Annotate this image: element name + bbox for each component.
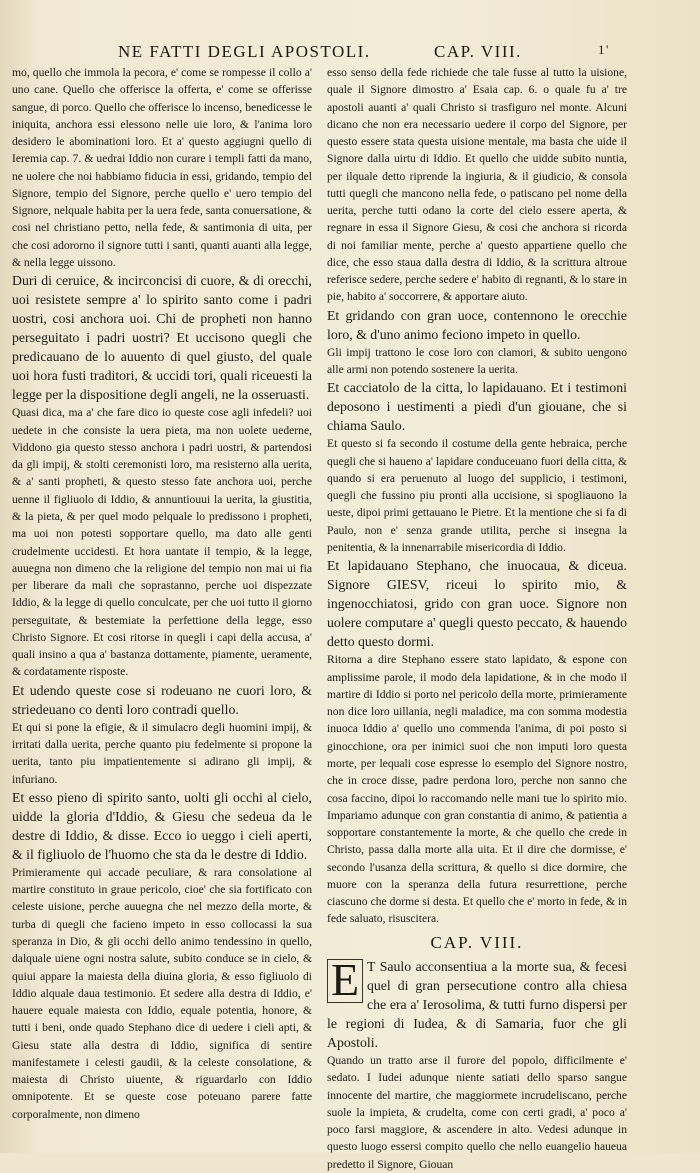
- right-column: [327, 64, 627, 1171]
- paragraph: Quando un tratto arse il furore del popolo, difficilmente e' sedato. I Iudei adunque niente satiati dello sparso sangue innocente del martire, che maggiormete incrudeliscano, perche suole la impieta, & crudelta, come con certi gradi, a' poco a' poco farsi maggiore, & ascendere in alto. Vedesi adunque in questo luogo essersi compito quello che nello euangelio haueua predetto il Signore, Giouan: [327, 1054, 627, 1171]
- chapter-heading: CAP. VIII.: [430, 932, 524, 952]
- scripture-verse: Et esso pieno di spirito santo, uolti gli occhi al cielo, uidde la gloria d'Iddio, & Giesu che sedeua da le destre di Iddio, & disse. Ecco io ueggo i cieli aperti, & il figliuolo de l'huomo che sta da le destre di Iddio.: [12, 789, 312, 862]
- scripture-verse: T Saulo acconsentiua a la morte sua, & fecesi quel di gran persecutione contro alla chiesa che era a' Ierosolima, & tutti furno dispersi per le regioni di Iudea, & di Samaria, fuor che gli Apostoli.: [327, 959, 627, 1051]
- paragraph: mo, quello che immola la pecora, e' come se rompesse il collo a' uno cane. Quello che offerisce la offerta, e' come se offerisse sangue, di porco. Quello che offerisce lo incenso, benedicesse le iniquita, anchora essi elessono nelle uie loro, & l'anima loro desidero le abominationi loro. Et a' questo aggiugni quello di Ieremia cap. 7. & uedrai Iddio non curare i templi fatti da mano, ne uolere che noi habbiamo fiducia in essi, gridando, tempio del Signore, tempio del Signore, perche quello e' uero tempio del Signore, nelquale habita per la uera fede, santa conuersatione, & cosi nel christiano petto, nella fede, & santimonia di uita, per che cosi adororno il signore tutti i santi, quanti auanti alla legge, & nella legge uissono.: [12, 66, 312, 269]
- folio-number: 1': [598, 42, 610, 57]
- left-column: [12, 64, 312, 1121]
- paragraph: Primieramente qui accade peculiare, & rara consolatione al martire constituto in graue pericolo, cioe' che sia fortificato con celeste uisione, perche auuegna che nel mezzo della morte, & turba di quegli che facieno impeto in esso collocassi la sua speranza in Dio, & gli occhi dello animo tendessino in quello, dalquale uiene ogni nostra salute, subito conduce se in cielo, & quiui appare la maiesta della diuina gloria, & esso figliuolo di Iddio alquale daua testimonio. Et sedere alla destra di Iddio, e' hauere equale maiesta con Iddio, equale potentia, honore, & tutti i beni, onde quado Stephano dice di uedere i cieli apti, & Giesu state alla destra di Iddio, significa di sentire manifestamete i celesti gaudii, & la celeste consolatione, & maiesta di Christo uiuente, & riguardarlo con Iddio omnipotente. Et se queste cose poteuano parere fatte corporalmente, non dimeno: [12, 865, 312, 1121]
- paragraph: Et qui si pone la efigie, & il simulacro degli huomini impij, & irritati dalla uerita, perche quanto piu fedelmente si propone la uerita, tanto piu impatientemente si adirano gli impij, & infuriano.: [12, 720, 312, 786]
- scripture-verse: Et lapidauano Stephano, che inuocaua, & diceua. Signore GIESV, riceui lo spirito mio, & ingenocchiatosi, grido con gran uoce. Signore non uolere computare a' quegli questo peccato, & hauendo detto questo dormi.: [327, 558, 627, 650]
- scripture-verse: Et udendo queste cose si rodeuano ne cuori loro, & striedeuano co denti loro contradi quello.: [12, 682, 312, 717]
- paragraph: Et questo si fa secondo il costume della gente hebraica, perche quegli che si haueno a' lapidare conduceuano fuori della citta, & quando si era peruenuto al luogo del supplicio, i testimoni, quegli che fussino piu pronti alla uccisione, si spogliauono la ueste, dipoi primi gettauano le Pietre. Et la mentione che si fa di Paulo, non e' senza grande utilita, perche si insegna la penitentia, & la innenarrabile misericordia di Iddio.: [327, 437, 627, 554]
- paragraph: Ritorna a dire Stephano essere stato lapidato, & espone con amplissime parole, il modo dela lapidatione, & in che modo il martire di Iddio si porto nel pericolo della morte, primieramente non dice loro uillania, negli maladice, ma con somma modestia inuoca Iddio a' quello uno commenda l'anima, di poi posto si ginocchione, ora per inimici suoi che non imputi loro questa morte, per lequali cose espresse lo esemplo del Signore nostro, che in croce disse, padre perdona loro, perche non sanno che cosa faccino, dipoi lo raccomando nelle mani tue lo spirito mio. Impariamo adunque con gran constantia di animo, & patientia a sopportare constantemente la morte, & che quello che crede in Christo, passa dalla morte alla uita. Et il dire che dormisse, e' secondo l'usanza della scrittura, & quello si dice dormire, che muore con la speranza della futura resurrettione, perche ciascuno che dorme si desta. Et quello che e' morto in fede, & in fede saluato, risuscitera.: [327, 653, 627, 926]
- paragraph: esso senso della fede richiede che tale fusse al tutto la uisione, quale il Signore dimostro a' Esaia cap. 6. o quale fu a' tre apostoli auanti a' quali Christo si trasfiguro nel monte. Alcuni dicano che non era necessario uedere il corpo del Signore, per questo essere stata questa uisione mentale, ma basta che uide il Signore dalla uirtu di Iddio. Et quello che uidde subito nuntia, per ilquale detto riprende la ingiuria, & il giudicio, & consola tutti quegli che mancono nella fede, o patiscano pel nome della uerita, perche tutti odano la corte del cielo essere aperta, & regnare in essa il Signore Giesu, & cosi che anchora si ricorda di noi familiar mente, perche a' questo appartiene quello che dice, che esso staua dalla destra di Iddio, & la scrittura altroue referisce sedere, perche sedere e' habito di regnanti, & lo stare in pie, habito a' soccorrere, & apportare aiuto.: [327, 66, 627, 304]
- header-chapter: CAP. VIII.: [434, 42, 522, 61]
- paragraph: Quasi dica, ma a' che fare dico io queste cose agli infedeli? uoi uedete in che consiste la uera pieta, ma non uolete uederne, Viddono gia questo stesso anchora i padri uostri, & partendosi da gli impij, & stolti ceremonisti loro, ma resisterno alla uerita, & a' santi propheti, & questo stesso fate anchora uoi, perche uenne il figliuolo di Iddio, & annuntiouui la uerita, la giustitia, & la pieta, & per quel modo pelquale lo predissono i propheti, ma uoi non potesti sopportare quello, ma dato alle genti crudelmente uccidesti. Et hora uantate il tempio, & la legge, auuegna non dimeno che la religione del tempio non mai ui fia per liberare da mali che soprastanno, perche uoi dispezzate Iddio, & la legge di quello conculcate, per che uoi tutto il giorno perseguitate, & bestemiate la perfettione della legge, esso Christo Signore. Et cosi ritorse in quegli i capi della accusa, a' quali insino a qua a' bastanza dottamente, piamente, ueramente, & cordatamente risposte.: [12, 406, 312, 679]
- drop-cap: E: [327, 959, 363, 1003]
- paragraph: Gli impij trattono le cose loro con clamori, & subito uengono alle armi non potendo sostenere la uerita.: [327, 345, 627, 377]
- scripture-verse: Et cacciatolo de la citta, lo lapidauano. Et i testimoni deposono i uestimenti a piedi d'un giouane, che si chiama Saulo.: [327, 380, 627, 434]
- scripture-verse: Et gridando con gran uoce, contennono le orecchie loro, & d'uno animo feciono impeto in quello.: [327, 307, 627, 342]
- running-header: [118, 42, 638, 66]
- scripture-verse: Duri di ceruice, & incirconcisi di cuore, & di orecchi, uoi resistete sempre a' lo spirito santo come i padri uostri, cosi anchora uoi. Chi de propheti non hanno perseguitato i padri uostri? Et uccisono quegli che predicauano de lo auuento di quel giusto, del quale uoi hora fusti traditori, & uccidi tori, quali riceuesti la legge per la dispositione degli angeli, ne la osseruasti.: [12, 273, 312, 403]
- running-title: NE FATTI DEGLI APOSTOLI.: [118, 42, 371, 61]
